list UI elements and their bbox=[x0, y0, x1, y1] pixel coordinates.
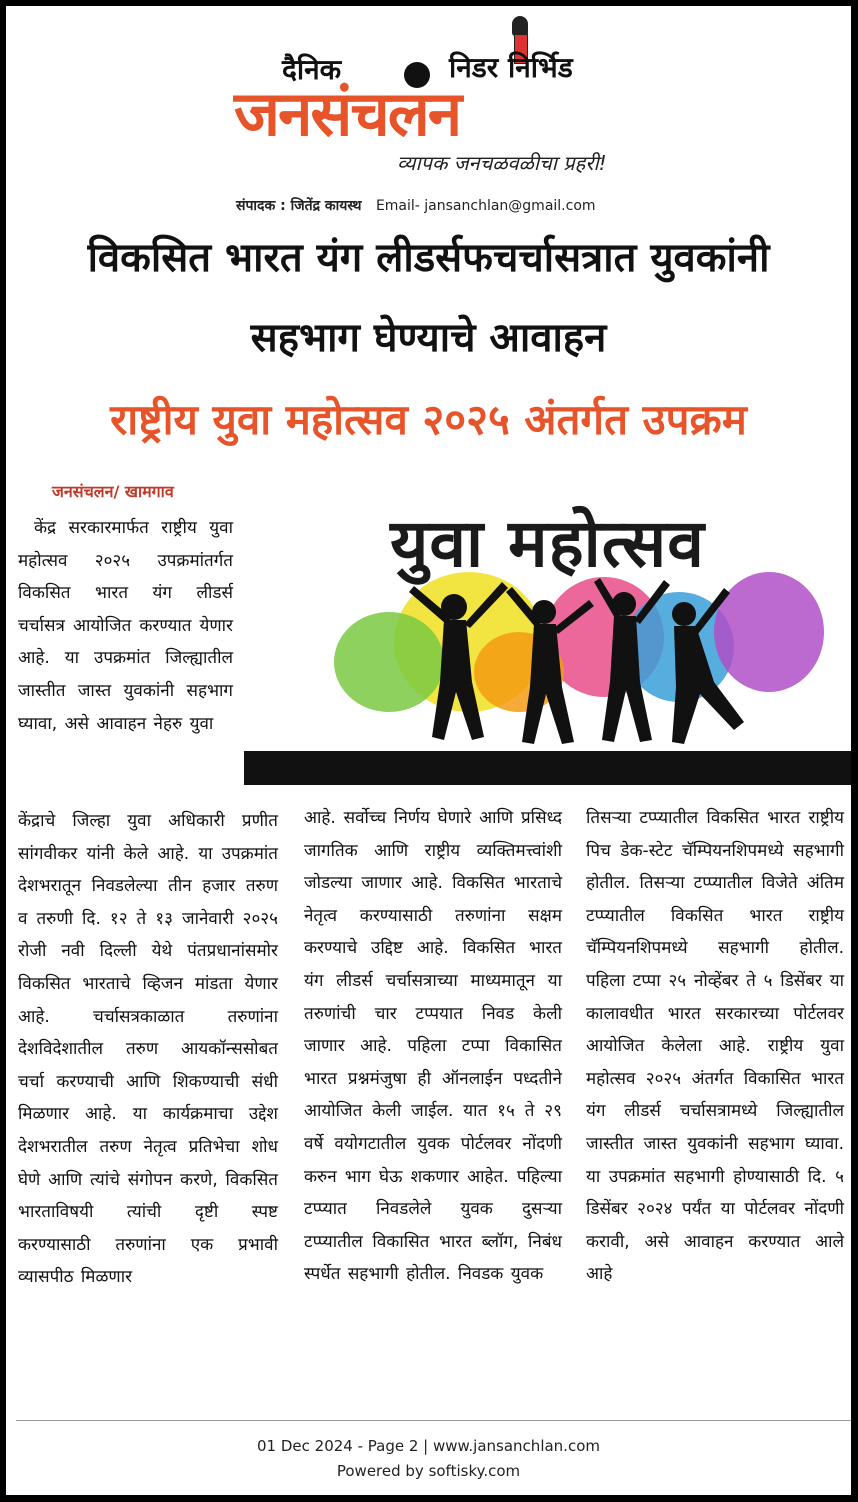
article-column-3: तिसऱ्या टप्प्यातील विकसित भारत राष्ट्रीय पिच डेक-स्टेट चॅम्पियनशिपमध्ये सहभागी होतील. तिसऱ्या टप्प्यातील विजेते अंतिम टप्प्यातील विकसित भारत राष्ट्रीय चॅम्पियनशिपमध्ये सहभागी होतील. पहिला टप्पा २५ नोव्हेंबर ते ५ डिसेंबर या कालावधीत भारत सरकारच्या पोर्टलवर आयोजित केलेला आहे. राष्ट्रीय युवा महोत्सव २०२५ अंतर्गत विकासित भारत यंग लीडर्स चर्चासत्रामध्ये जिल्ह्यातील जास्तीत जास्त युवकांनी सहभाग घ्यावा. या उपक्रमांत सहभागी होण्यासाठी दि. ५ डिसेंबर २०२४ पर्यंत या पोर्टलवर नोंदणी करावी, असे आवाहन करण्यात आले आहे bbox=[586, 808, 844, 1285]
footer-divider bbox=[16, 1420, 851, 1421]
subheadline: राष्ट्रीय युवा महोत्सव २०२५ अंतर्गत उपक्रम bbox=[110, 395, 747, 444]
headline-line-2: सहभाग घेण्याचे आवाहन bbox=[250, 315, 607, 361]
image-title: युवा महोत्सव bbox=[390, 505, 705, 582]
masthead-daily: दैनिक bbox=[282, 53, 342, 86]
headline-line-1: विकसित भारत यंग लीडर्सफचर्चासत्रात युवकांनी bbox=[87, 235, 770, 281]
dateline: जनसंचलन/ खामगाव bbox=[52, 482, 174, 501]
masthead-slogan: निडर निर्भिड bbox=[449, 51, 573, 84]
masthead-tagline: व्यापक जनचळवळीचा प्रहरी! bbox=[397, 151, 607, 175]
article-column-1-bottom: केंद्राचे जिल्हा युवा अधिकारी प्रणीत सांगवीकर यांनी केले आहे. या उपक्रमांत देशभरातून निवडलेल्या तीन हजार तरुण व तरुणी दि. १२ ते १३ जानेवारी २०२५ रोजी नवी दिल्ली येथे पंतप्रधानांसमोर विकसित भारताचे व्हिजन मांडता येणार आहे. चर्चासत्रकाळात तरुणांना देशविदेशातील तरुण आयकॉन्ससोबत चर्चा करण्याची आणि शिकण्याची संधी मिळणार आहे. या कार्यक्रमाचा उद्देश देशभरातील तरुण नेतृत्व प्रतिभेचा शोध घेणे आणि त्यांचे संगोपन करणे, विकसित भारताविषयी त्यांची दृष्टी स्पष्ट करण्यासाठी तरुणांना एक प्रभावी व्यासपीठ मिळणार bbox=[18, 811, 278, 1288]
masthead-brand: जनसंचलन bbox=[234, 77, 461, 150]
article-column-2: आहे. सर्वोच्च निर्णय घेणारे आणि प्रसिध्द जागतिक आणि राष्ट्रीय व्यक्तिमत्त्वांशी जोडल्या जाणार आहे. विकसित भारताचे नेतृत्व करण्यासाठी तरुणांना सक्षम करण्याचे उद्दिष्ट आहे. विकसित भारत यंग लीडर्स चर्चासत्राच्या माध्यमातून या तरुणांची चार टप्पयात निवड केली जाणार आहे. पहिला टप्पा विकासित भारत प्रश्नमंजुषा ही ऑनलाईन पध्दतीने आयोजित केली जाईल. यात १५ ते २९ वर्षे वयोगटातील युवक पोर्टलवर नोंदणी करुन भाग घेऊ शकणार आहेत. पहिल्या टप्प्यात निवडलेले युवक दुसऱ्या टप्प्यातील विकासित भारत ब्लॉग, निबंध स्पर्धेत सहभागी होतील. निवडक युवक bbox=[304, 808, 562, 1285]
footer-powered-by[interactable]: Powered by softisky.com bbox=[336, 1462, 521, 1480]
editor-line bbox=[236, 196, 596, 215]
editor-email: Email- jansanchlan@gmail.com bbox=[375, 198, 596, 214]
masthead bbox=[234, 46, 624, 196]
image-ground bbox=[244, 751, 851, 785]
article-column-1-top: केंद्र सरकारमार्फत राष्ट्रीय युवा महोत्सव २०२५ उपक्रमांतर्गत विकसित भारत यंग लीडर्स चर्चासत्र आयोजित करण्यात येणार आहे. या उपक्रमांत जिल्ह्यातील जास्तीत जास्त युवकांनी सहभाग घ्यावा, असे आवाहन नेहरु युवा bbox=[18, 518, 233, 734]
footer-date-page[interactable]: 01 Dec 2024 - Page 2 | www.jansanchlan.com bbox=[257, 1437, 600, 1455]
editor-name: संपादक : जितेंद्र कायस्थ bbox=[236, 198, 362, 214]
newspaper-page bbox=[6, 6, 851, 1495]
article-photo bbox=[244, 482, 851, 785]
